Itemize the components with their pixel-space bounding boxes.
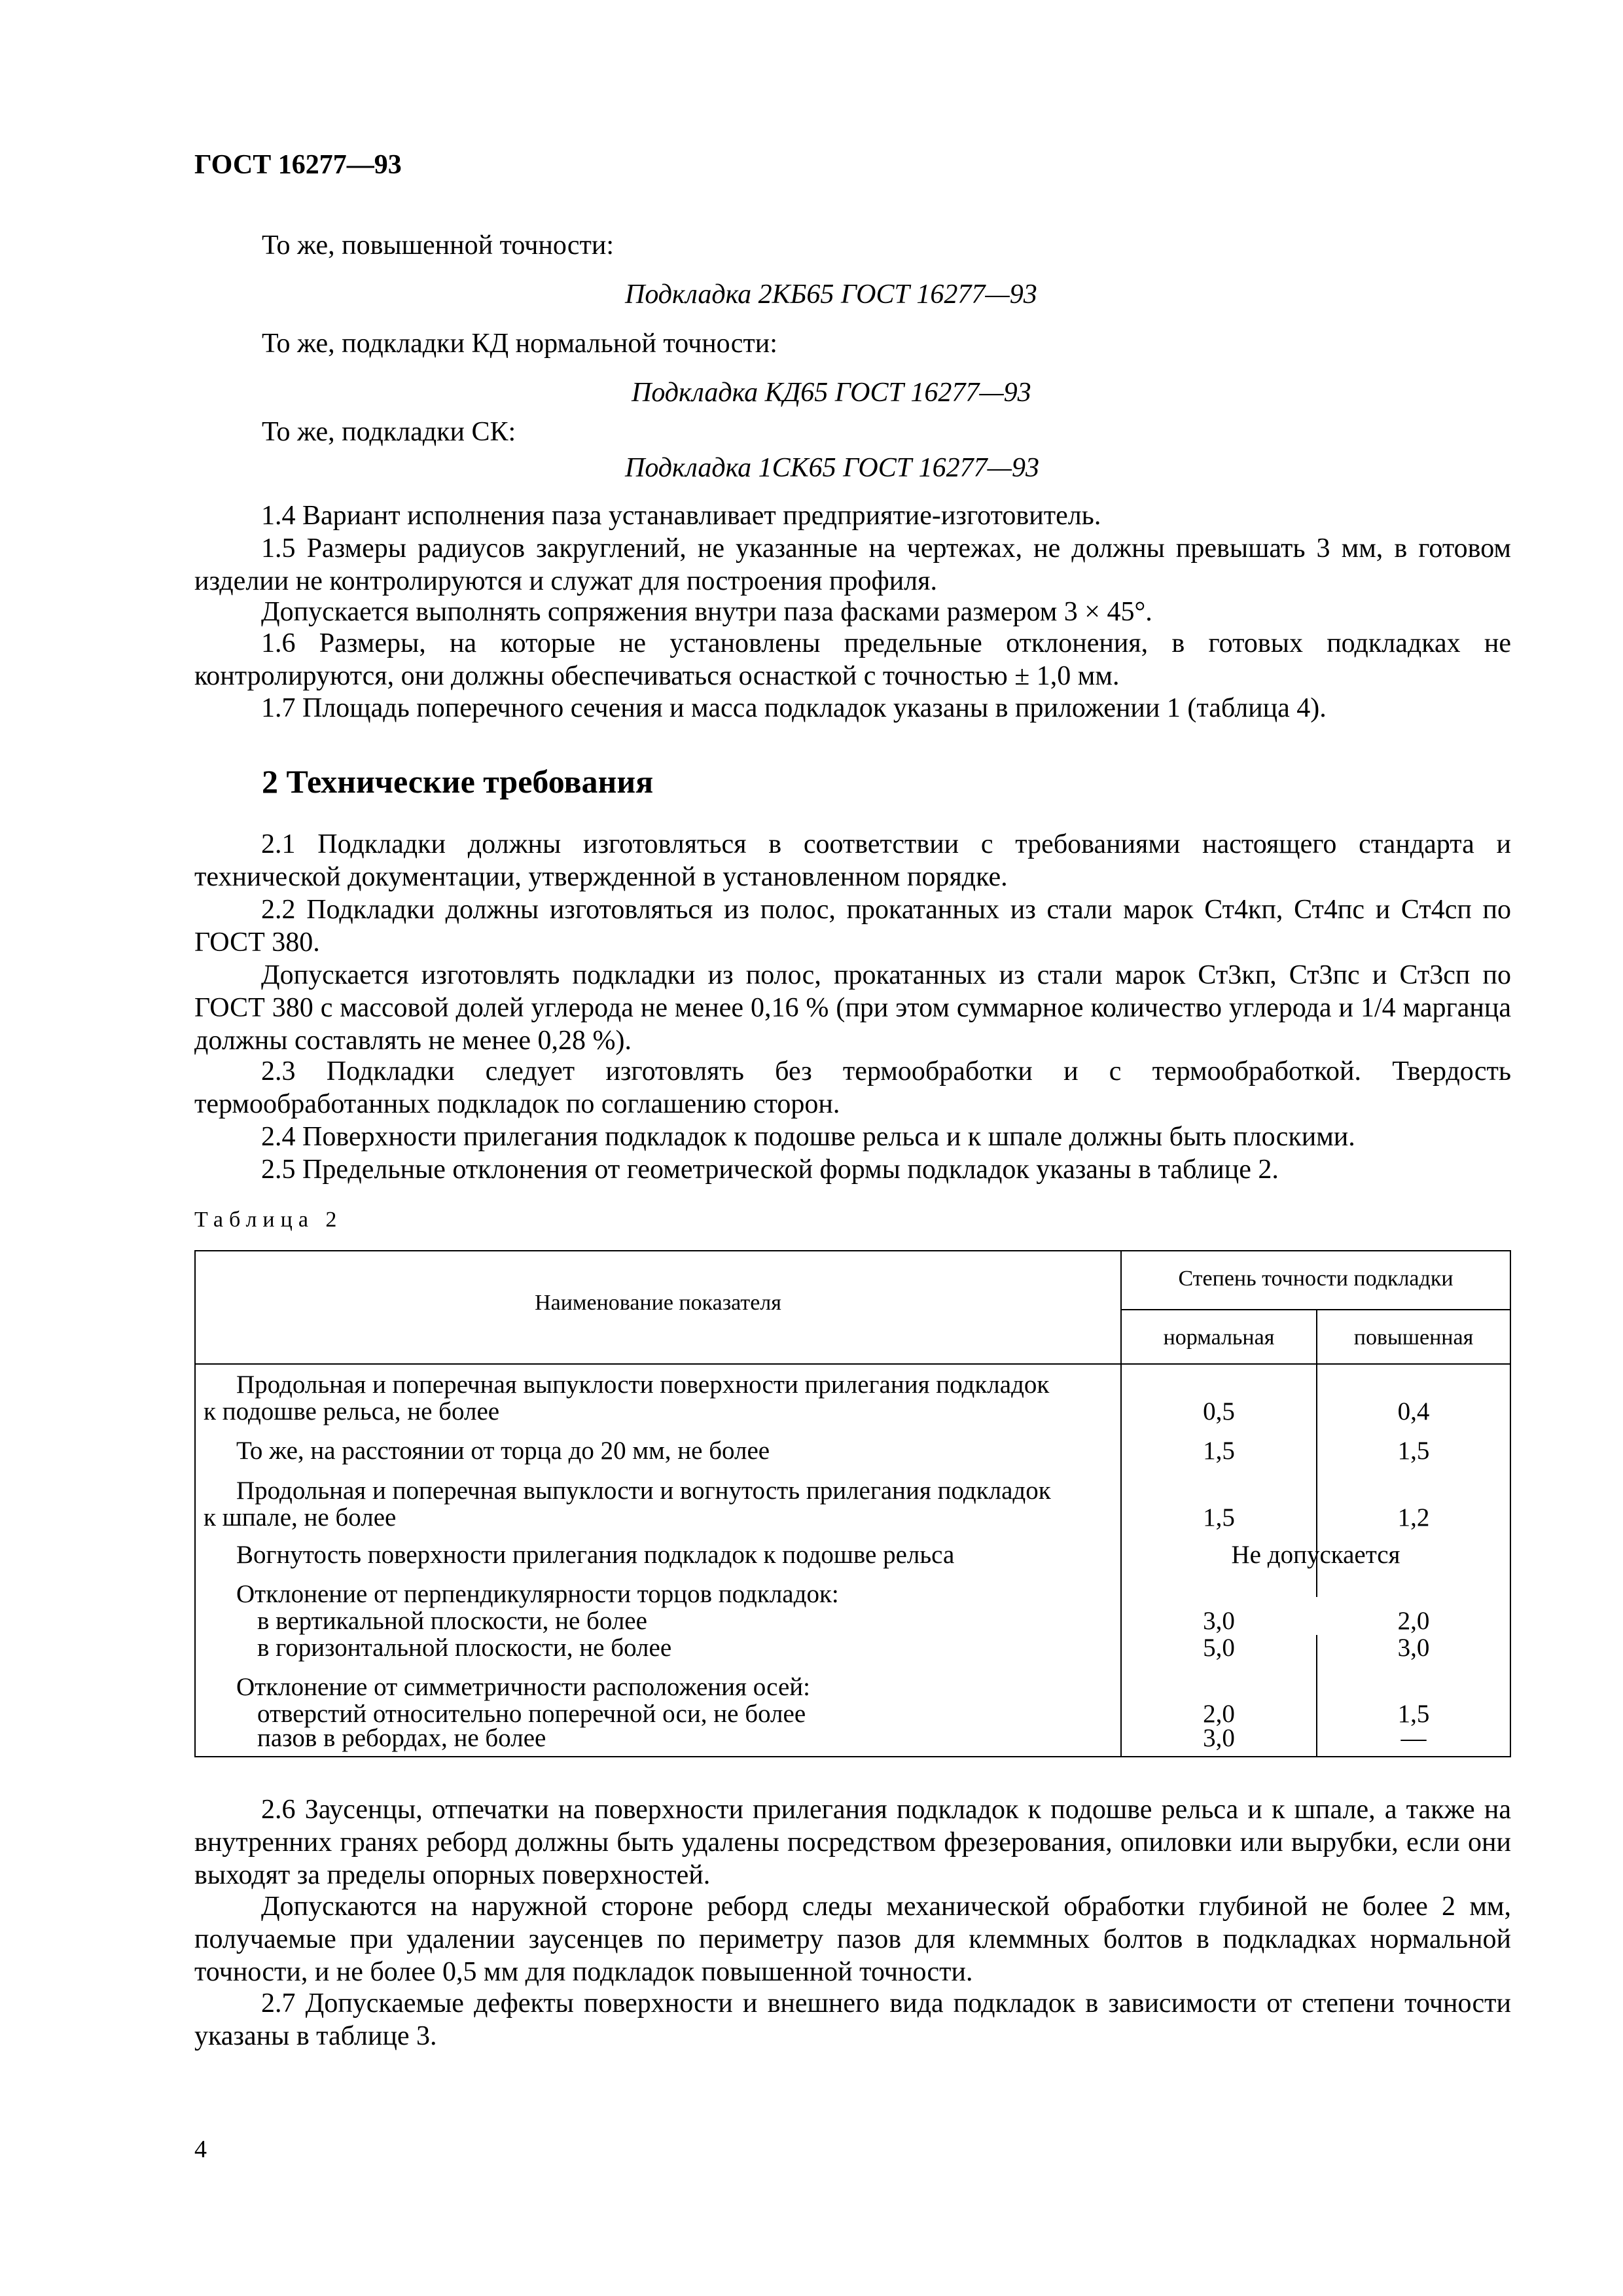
table-cell-high: 1,5 <box>1397 1700 1430 1728</box>
clause-2-2: 2.2 Подкладки должны изготовляться из полос, прокатанных из стали марок Ст4кп, Ст4пс и Ст4сп по ГОСТ 380. <box>194 895 1511 958</box>
clause-1-6: 1.6 Размеры, на которые не установлены предельные отклонения, в готовых подкладках не контролируются, они должны обеспечиваться оснасткой с точностью ± 1,0 мм. <box>194 628 1511 691</box>
table-cell-high: 0,4 <box>1397 1397 1430 1426</box>
document-code-header: ГОСТ 16277—93 <box>194 150 402 180</box>
table-row-sublabel: отверстий относительно поперечной оси, не более <box>257 1700 806 1728</box>
clause-2-7: 2.7 Допускаемые дефекты поверхности и внешнего вида подкладок в зависимости от степени точности указаны в таблице 3. <box>194 1988 1511 2051</box>
table-row-label: Вогнутость поверхности прилегания подкладок к подошве рельса <box>236 1541 955 1569</box>
clause-2-6-note: Допускаются на наружной стороне реборд следы механической обработки глубиной не более 2 мм, получаемые при удалении заусенцев по периметру пазов для клеммных болтов в подкладках нормальной точности, и не более 0,5 мм для подкладок повышенной точности. <box>194 1892 1511 1987</box>
table-row-label: Продольная и поперечная выпуклости и вогнутость прилегания подкладок <box>236 1477 1051 1505</box>
clause-2-6: 2.6 Заусенцы, отпечатки на поверхности прилегания подкладок к подошве рельса и к шпале, а также на внутренних гранях реборд должны быть удалены посредством фрезерования, опиловки или вырубки, если они выходят за пределы опорных поверхностей. <box>194 1795 1511 1890</box>
table-row-sublabel: в горизонтальной плоскости, не более <box>257 1634 672 1662</box>
table-row-label: Отклонение от симметричности расположения осей: <box>236 1673 810 1701</box>
designation-label: То же, подкладки КД нормальной точности: <box>262 329 777 359</box>
section-heading: 2 Технические требования <box>262 763 654 800</box>
table-header-high: повышенная <box>1353 1325 1474 1350</box>
table-row-label: Отклонение от перпендикулярности торцов подкладок: <box>236 1580 839 1608</box>
table-row-label: к шпале, не более <box>204 1503 397 1532</box>
table-cell-normal: 1,5 <box>1203 1503 1235 1532</box>
table-cell-normal: 2,0 <box>1203 1700 1235 1728</box>
table-cell-high: 3,0 <box>1397 1634 1430 1662</box>
table-cell-normal: 3,0 <box>1203 1607 1235 1635</box>
table-row-label: Продольная и поперечная выпуклости поверхности прилегания подкладок <box>236 1371 1050 1399</box>
designation-example: Подкладка 1СК65 ГОСТ 16277—93 <box>625 453 1039 483</box>
table-row-label: То же, на расстоянии от торца до 20 мм, не более <box>236 1437 770 1465</box>
table-cell-high: — <box>1400 1724 1427 1752</box>
designation-example: Подкладка 2КБ65 ГОСТ 16277—93 <box>625 279 1037 310</box>
table-row-label: к подошве рельса, не более <box>204 1397 500 1426</box>
clause-1-5-note: Допускается выполнять сопряжения внутри паза фасками размером 3 × 45°. <box>261 597 1152 627</box>
table-cell-normal: 0,5 <box>1203 1397 1235 1426</box>
table-header-rule <box>196 1363 1510 1365</box>
clause-1-5: 1.5 Размеры радиусов закруглений, не указанные на чертежах, не должны превышать 3 мм, в готовом изделии не контролируются и служат для построения профиля. <box>194 533 1511 596</box>
clause-1-7: 1.7 Площадь поперечного сечения и масса подкладок указаны в приложении 1 (таблица 4). <box>261 693 1327 723</box>
table-row-sublabel: пазов в ребордах, не более <box>257 1724 546 1752</box>
clause-2-2-note: Допускается изготовлять подкладки из полос, прокатанных из стали марок Ст3кп, Ст3пс и Ст3сп по ГОСТ 380 с массовой долей углерода не менее 0,16 % (при этом суммарное количество углерода и 1/4 марганца должны составлять не менее 0,28 %). <box>194 960 1511 1056</box>
table-cell-high: 2,0 <box>1397 1607 1430 1635</box>
designation-example: Подкладка КД65 ГОСТ 16277—93 <box>632 378 1031 408</box>
table-header-name: Наименование показателя <box>535 1291 781 1315</box>
table-row-sublabel: в вертикальной плоскости, не более <box>257 1607 647 1635</box>
table-cell-high: 1,2 <box>1397 1503 1430 1532</box>
clause-2-4: 2.4 Поверхности прилегания подкладок к подошве рельса и к шпале должны быть плоскими. <box>261 1122 1355 1152</box>
table-caption: Таблица 2 <box>194 1208 343 1232</box>
table-cell-merged: Не допускается <box>1231 1541 1400 1569</box>
table-header-normal: нормальная <box>1163 1325 1275 1350</box>
table-2 <box>194 1250 1511 1757</box>
table-subheader-rule <box>1120 1309 1510 1310</box>
clause-1-4: 1.4 Вариант исполнения паза устанавливает предприятие-изготовитель. <box>261 501 1101 531</box>
clause-2-5: 2.5 Предельные отклонения от геометрической формы подкладок указаны в таблице 2. <box>261 1155 1279 1185</box>
designation-label: То же, повышенной точности: <box>262 230 615 260</box>
table-cell-normal: 1,5 <box>1203 1437 1235 1465</box>
table-cell-normal: 5,0 <box>1203 1634 1235 1662</box>
page-number: 4 <box>194 2136 207 2163</box>
designation-label: То же, подкладки СК: <box>262 417 516 447</box>
table-cell-high: 1,5 <box>1397 1437 1430 1465</box>
table-cell-normal: 3,0 <box>1203 1724 1235 1752</box>
table-header-group: Степень точности подкладки <box>1178 1266 1454 1291</box>
clause-2-3: 2.3 Подкладки следует изготовлять без термообработки и с термообработкой. Твердость термообработанных подкладок по соглашению сторон. <box>194 1056 1511 1119</box>
clause-2-1: 2.1 Подкладки должны изготовляться в соответствии с требованиями настоящего стандарта и технической документации, утвержденной в установленном порядке. <box>194 829 1511 892</box>
